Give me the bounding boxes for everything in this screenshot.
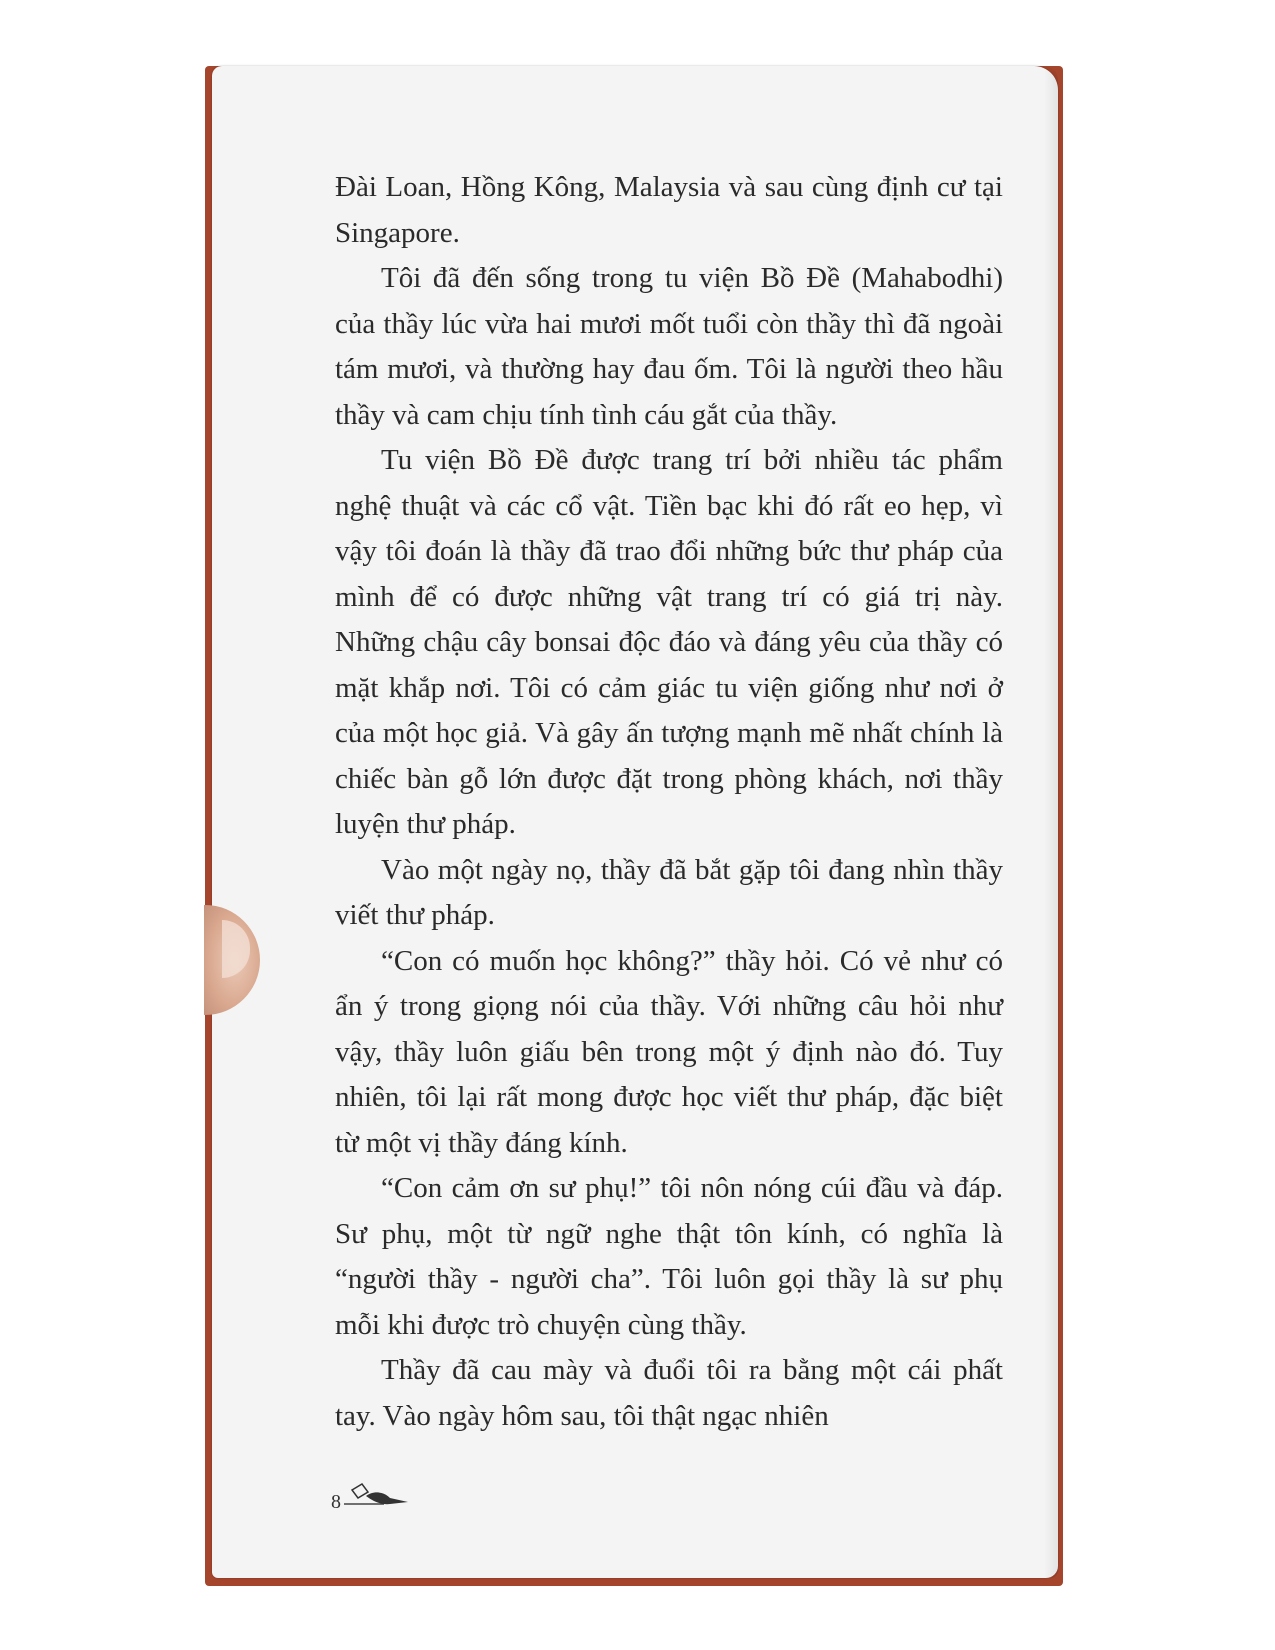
paragraph-4: Vào một ngày nọ, thầy đã bắt gặp tôi đang nhìn thầy viết thư pháp. bbox=[335, 853, 1003, 931]
paragraph-1: Đài Loan, Hồng Kông, Malaysia và sau cùng định cư tại Singapore. bbox=[335, 171, 1003, 249]
paragraph-7: Thầy đã cau mày và đuổi tôi ra bằng một cái phất tay. Vào ngày hôm sau, tôi thật ngạc nhiên bbox=[335, 1354, 1003, 1432]
brush-ornament-icon bbox=[344, 1478, 414, 1508]
page-text bbox=[335, 165, 1003, 1439]
paragraph-3: Tu viện Bồ Đề được trang trí bởi nhiều tác phẩm nghệ thuật và các cổ vật. Tiền bạc khi đó rất eo hẹp, vì vậy tôi đoán là thầy đã trao đổi những bức thư pháp của mình để có được những vật trang trí có giá trị này. Những chậu cây bonsai độc đáo và đáng yêu của thầy có mặt khắp nơi. Tôi có cảm giác tu viện giống như nơi ở của một học giả. Và gây ấn tượng mạnh mẽ nhất chính là chiếc bàn gỗ lớn được đặt trong phòng khách, nơi thầy luyện thư pháp. bbox=[335, 444, 1003, 840]
paragraph-6: “Con cảm ơn sư phụ!” tôi nôn nóng cúi đầu và đáp. Sư phụ, một từ ngữ nghe thật tôn kính, có nghĩa là “người thầy - người cha”. Tôi luôn gọi thầy là sư phụ mỗi khi được trò chuyện cùng thầy. bbox=[335, 1172, 1003, 1341]
page-number: 8 bbox=[331, 1491, 341, 1513]
paragraph-5: “Con có muốn học không?” thầy hỏi. Có vẻ như có ẩn ý trong giọng nói của thầy. Với những câu hỏi như vậy, thầy luôn giấu bên trong một ý định nào đó. Tuy nhiên, tôi lại rất mong được học viết thư pháp, đặc biệt từ một vị thầy đáng kính. bbox=[335, 944, 1003, 1159]
paragraph-2: Tôi đã đến sống trong tu viện Bồ Đề (Mahabodhi) của thầy lúc vừa hai mươi mốt tuổi còn thầy thì đã ngoài tám mươi, và thường hay đau ốm. Tôi là người theo hầu thầy và cam chịu tính tình cáu gắt của thầy. bbox=[335, 262, 1003, 431]
